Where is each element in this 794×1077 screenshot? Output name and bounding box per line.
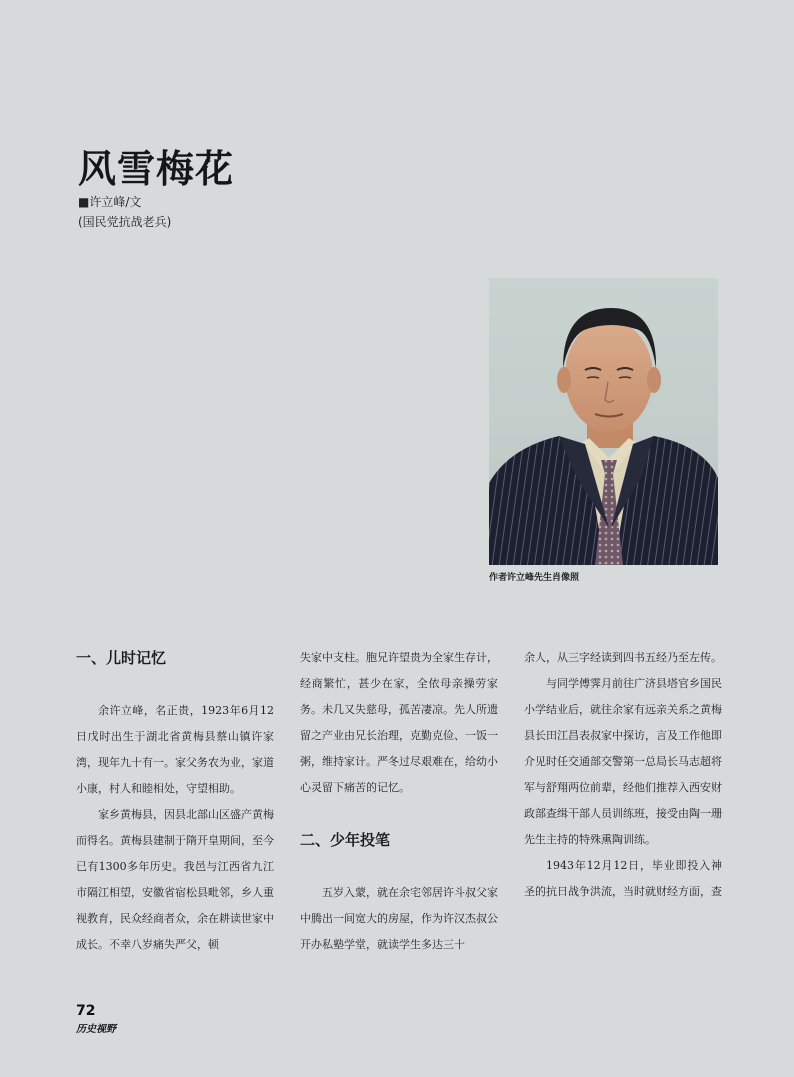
byline — [78, 192, 171, 232]
author-note: (国民党抗战老兵) — [78, 215, 172, 229]
paragraph-continued: 余人，从三字经读到四书五经乃至左传。 — [524, 651, 722, 664]
paragraph: 余许立峰，名正贵，1923年6月12日戊时出生于湖北省黄梅县蔡山镇许家湾，现年九十有一。家父务农为业，家道小康，村人和睦相处，守望相助。 — [76, 704, 274, 795]
paragraph: 五岁入蒙，就在余宅邻居许斗叔父家中腾出一间宽大的房屋，作为许汉杰叔公开办私塾学堂，就读学生多达三十 — [300, 886, 498, 951]
text-column-3 — [524, 645, 722, 905]
paragraph: 家乡黄梅县，因县北部山区盛产黄梅而得名。黄梅县建制于隋开皇期间，至今已有1300多年历史。我邑与江西省九江市隔江相望，安徽省宿松县毗邻，乡人重视教育，民众经商者众，余在耕读世家中成长。不幸八岁痛失严父，顿 — [76, 808, 274, 951]
magazine-name: 历史视野 — [76, 1024, 116, 1035]
article-title: 风雪梅花 — [78, 146, 235, 191]
section-heading-youth: 二、少年投笔 — [300, 831, 391, 849]
text-column-2 — [300, 645, 498, 958]
text-column-1 — [76, 645, 274, 958]
author-portrait-photo — [489, 278, 718, 565]
photo-caption: 作者许立峰先生肖像照 — [489, 573, 580, 583]
paragraph-continued: 失家中支柱。胞兄许望贵为全家生存计，经商繁忙，甚少在家，全依母亲操劳家务。未几又失慈母，孤苦凄凉。先人所遗留之产业由兄长治理，克勤克俭、一饭一粥，维持家计。严冬过尽艰难在，给幼小心灵留下痛苦的记忆。 — [300, 651, 498, 794]
author-line: ■许立峰/文 — [78, 195, 142, 209]
page-number: 72 — [76, 1003, 96, 1019]
portrait-illustration — [489, 278, 718, 565]
paragraph: 1943年12月12日，毕业即投入神圣的抗日战争洪流，当时就财经方面，查 — [524, 859, 722, 898]
paragraph: 与同学傅霁月前往广济县塔官乡国民小学结业后，就往余家有远亲关系之黄梅县长田江昌表叔家中探访，言及工作他即介见时任交通部交警第一总局长马志超将军与舒翔两位前辈，经他们推荐入西安财政部查缉干部人员训练班，接受由陶一珊先生主持的特殊熏陶训练。 — [524, 677, 722, 846]
section-heading-childhood: 一、儿时记忆 — [76, 649, 167, 667]
